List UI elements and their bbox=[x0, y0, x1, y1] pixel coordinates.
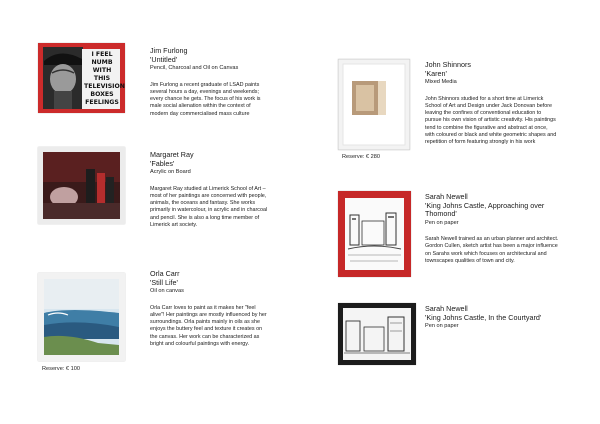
artwork-medium: Pen on paper bbox=[425, 219, 459, 226]
still-life-painting bbox=[38, 273, 125, 361]
artist-name: Sarah Newell bbox=[425, 304, 468, 313]
artwork-medium: Pen on paper bbox=[425, 323, 459, 330]
artist-bio: Jim Furlong a recent graduate of LSAD paints several hours a day, evenings and weekends; every chance he gets. The focus of his work is male social alienation within the context of modern day commercialised mass culture bbox=[150, 81, 261, 117]
artwork-title: 'King Johns Castle, Approaching over Thomond' bbox=[425, 200, 545, 219]
artist-name: John Shinnors bbox=[425, 60, 471, 69]
artwork-fables-image bbox=[38, 147, 125, 224]
artwork-caption-karen bbox=[425, 61, 557, 147]
artist-name: Margaret Ray bbox=[150, 150, 194, 159]
karen-artwork bbox=[338, 59, 410, 150]
fables-painting bbox=[38, 147, 125, 224]
artwork-medium: Mixed Media bbox=[425, 79, 457, 86]
reserve-price: Reserve: € 100 bbox=[42, 366, 80, 372]
artwork-untitled-image bbox=[38, 43, 125, 113]
artwork-caption-fables bbox=[150, 151, 268, 229]
artwork-medium: Pencil, Charcoal and Oil on Canvas bbox=[150, 65, 239, 72]
artwork-title: 'Untitled' bbox=[150, 54, 178, 64]
artist-name: Orla Carr bbox=[150, 269, 180, 278]
artwork-medium: Oil on canvas bbox=[150, 288, 184, 295]
artwork-caption-still-life bbox=[150, 270, 268, 348]
painting-lettering: I FEEL NUMB WITH THIS TELEVISION BOXES FEELINGS bbox=[84, 51, 125, 106]
artwork-approaching-thomond-image bbox=[338, 191, 411, 277]
reserve-price: Reserve: € 280 bbox=[342, 154, 380, 160]
artwork-medium: Acrylic on Board bbox=[150, 169, 191, 176]
artwork-title: 'Karen' bbox=[425, 68, 447, 78]
artist-name: Jim Furlong bbox=[150, 46, 188, 55]
artist-bio: John Shinnors studied for a short time at Limerick School of Art and Design under Jack Donovan before leaving the confines of conventional education to pursue his own vision of artistic creativity. His paintings tend to combine the figurative and abstract at once, with coloured or black and white geometric shapes and repetition of form featuring strongly in his work bbox=[425, 95, 557, 146]
artwork-caption-untitled bbox=[150, 47, 270, 118]
artwork-caption-approaching-thomond bbox=[425, 193, 560, 265]
courtyard-drawing bbox=[338, 303, 416, 365]
artist-bio: Orla Carr loves to paint as it makes her "feel alive"! Her paintings are mostly influenced by her surroundings. Orla paints mainly in oils as she enjoys the buttery feel and texture it creates on the canvas. Her work can be characterized as bright and colourful paintings with energy. bbox=[150, 304, 267, 348]
artist-name: Sarah Newell bbox=[425, 192, 468, 201]
artwork-still-life-image bbox=[38, 273, 125, 361]
artwork-title: 'King Johns Castle, In the Courtyard' bbox=[425, 312, 542, 322]
artwork-courtyard-image bbox=[338, 303, 416, 365]
artwork-caption-courtyard bbox=[425, 305, 560, 331]
artwork-title: 'Still Life' bbox=[150, 277, 178, 287]
approaching-thomond-drawing bbox=[338, 191, 411, 277]
artwork-karen-image bbox=[338, 59, 410, 150]
artwork-title: 'Fables' bbox=[150, 158, 175, 168]
artist-bio: Sarah Newell trained as an urban planner and architect. Gordon Cullen, sketch artist has been a major influence on Sarahs work which focuses on architectural and townscapes qualities of town and city. bbox=[425, 236, 559, 265]
artist-bio: Margaret Ray studied at Limerick School of Art – most of her paintings are concerned with people, animals, the oceans and fantasy. She works primarily in watercolour, in acrylic and in charcoal and pencil. She is also a long time member of Limerick art society. bbox=[150, 185, 268, 229]
